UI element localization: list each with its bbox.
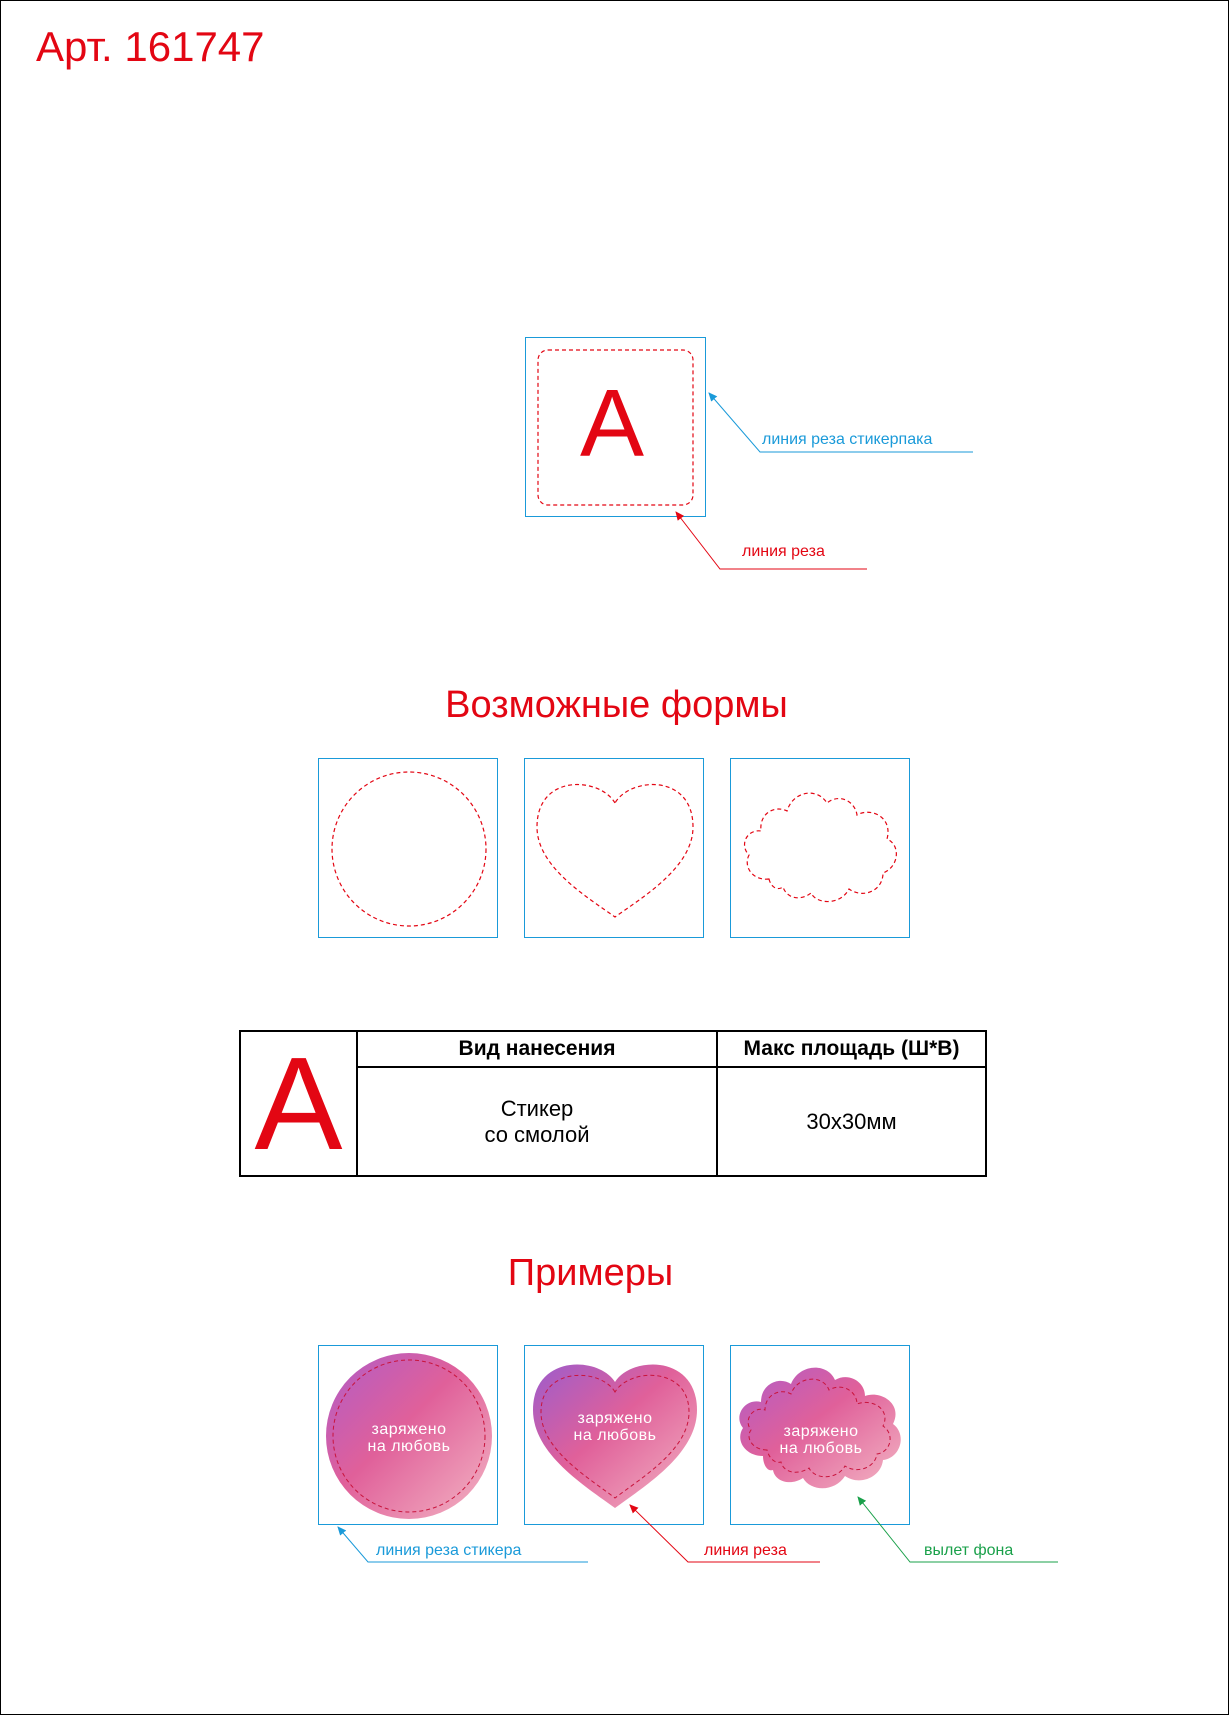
- heart-sticker-text: заряжено на любовь: [573, 1410, 657, 1444]
- sample-stickerpack-box: [525, 337, 706, 517]
- label-cut-line-bottom: линия реза: [704, 1542, 787, 1559]
- article-number: Арт. 161747: [36, 23, 265, 70]
- cloud-cut-outline: [731, 759, 911, 939]
- example-heart-box: [524, 1345, 704, 1525]
- cloud-sticker-text: заряжено на любовь: [779, 1423, 863, 1457]
- example-cloud-box: [730, 1345, 910, 1525]
- cell-application-type: [357, 1067, 717, 1176]
- cell-max-area: 30x30мм: [717, 1067, 986, 1176]
- label-cut-line-top: линия реза: [742, 543, 825, 560]
- shape-heart-box: [524, 758, 704, 938]
- circle-cut-outline: [319, 759, 499, 939]
- label-sticker-cut: линия реза стикера: [376, 1542, 522, 1559]
- spec-letter: А: [240, 1031, 357, 1176]
- circle-sticker-text: заряжено на любовь: [367, 1421, 451, 1455]
- type-line-1: Стикер: [500, 1095, 574, 1121]
- example-circle-box: [318, 1345, 498, 1525]
- shape-cloud-box: [730, 758, 910, 938]
- header-application-type: Вид нанесения: [357, 1031, 717, 1067]
- shape-circle-box: [318, 758, 498, 938]
- label-background-bleed: вылет фона: [924, 1542, 1014, 1559]
- examples-heading: Примеры: [507, 1252, 674, 1294]
- heart-cut-outline: [525, 759, 705, 939]
- type-line-2: со смолой: [484, 1121, 590, 1147]
- shapes-heading: Возможные формы: [445, 684, 788, 726]
- header-max-area: Макс площадь (Ш*В): [717, 1031, 986, 1067]
- sample-letter: А: [580, 370, 645, 477]
- label-stickerpack-cut: линия реза стикерпака: [762, 431, 933, 448]
- spec-table: [239, 1030, 987, 1177]
